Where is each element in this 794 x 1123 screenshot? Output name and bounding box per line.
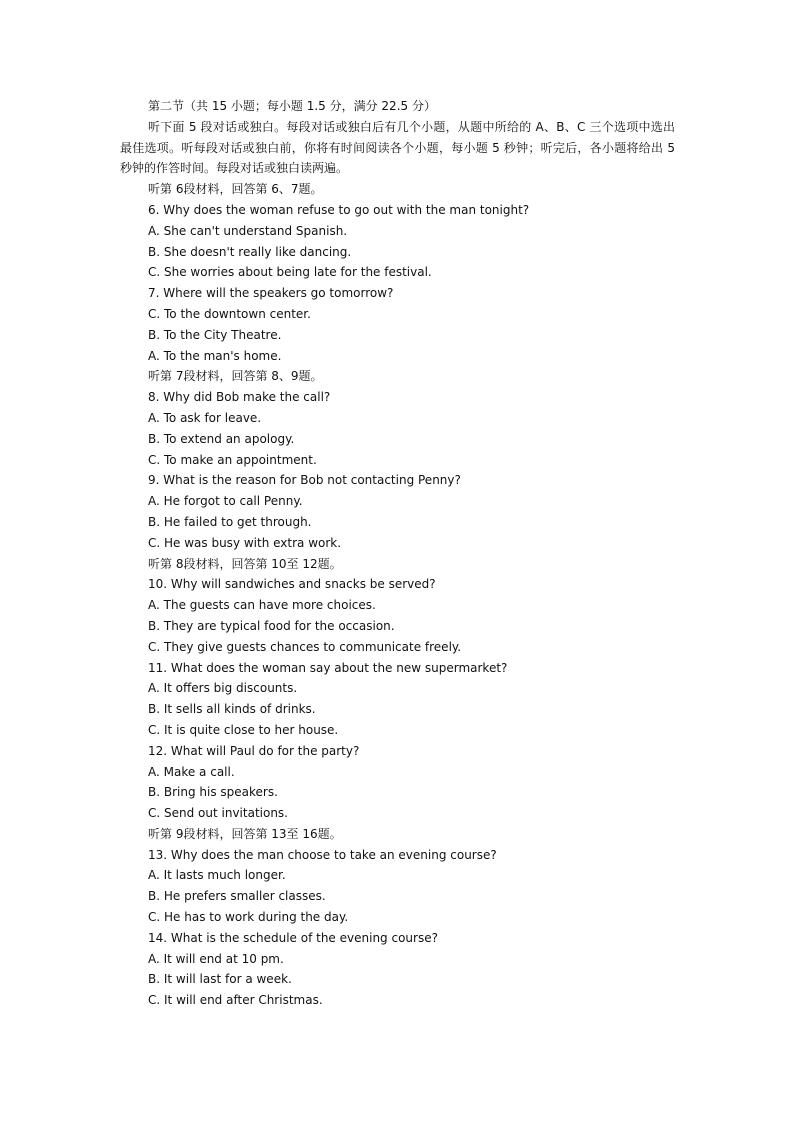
answer-option: B. To extend an apology. — [148, 431, 295, 446]
answer-option: A. To the man's home. — [148, 348, 282, 363]
answer-option: B. Bring his speakers. — [148, 785, 278, 800]
material-header: 听第 6段材料，回答第 6、7题。 — [148, 182, 323, 197]
answer-option: C. He has to work during the day. — [148, 910, 349, 925]
answer-option: B. They are typical food for the occasion. — [148, 618, 395, 633]
answer-option: C. It will end after Christmas. — [148, 993, 323, 1008]
section-instructions: 听下面 5 段对话或独白。每段对话或独白后有几个小题，从题中所给的 A、B、C 三个选项中选出最佳选项。听每段对话或独白前，你将有时间阅读各个小题，每小题 5 秒钟；听完后，各小题将给出 5 秒钟的作答时间。每段对话或独白读两遍。 — [120, 119, 675, 176]
answer-option: A. To ask for leave. — [148, 410, 262, 425]
answer-option: B. He prefers smaller classes. — [148, 889, 326, 904]
answer-option: A. She can't understand Spanish. — [148, 223, 348, 238]
answer-option: B. She doesn't really like dancing. — [148, 244, 352, 259]
answer-option: B. To the City Theatre. — [148, 327, 282, 342]
question-stem: 13. Why does the man choose to take an evening course? — [148, 847, 497, 862]
question-stem: 12. What will Paul do for the party? — [148, 743, 360, 758]
answer-option: C. To the downtown center. — [148, 306, 311, 321]
answer-option: A. It lasts much longer. — [148, 868, 286, 883]
answer-option: C. It is quite close to her house. — [148, 722, 339, 737]
question-stem: 11. What does the woman say about the new supermarket? — [148, 660, 508, 675]
answer-option: C. She worries about being late for the festival. — [148, 265, 432, 280]
listening-section — [120, 96, 675, 1011]
answer-option: C. He was busy with extra work. — [148, 535, 342, 550]
answer-option: A. It will end at 10 pm. — [148, 951, 284, 966]
answer-option: C. To make an appointment. — [148, 452, 317, 467]
section-title: 第二节（共 15 小题；每小题 1.5 分，满分 22.5 分） — [148, 99, 436, 113]
answer-option: B. It sells all kinds of drinks. — [148, 702, 316, 717]
answer-option: A. Make a call. — [148, 764, 235, 779]
question-stem: 7. Where will the speakers go tomorrow? — [148, 286, 394, 301]
answer-option: C. They give guests chances to communicate freely. — [148, 639, 462, 654]
material-header: 听第 7段材料，回答第 8、9题。 — [148, 369, 323, 384]
material-header: 听第 8段材料，回答第 10至 12题。 — [148, 556, 342, 571]
answer-option: C. Send out invitations. — [148, 806, 288, 821]
answer-option: B. He failed to get through. — [148, 514, 312, 529]
material-header: 听第 9段材料，回答第 13至 16题。 — [148, 826, 342, 841]
question-stem: 6. Why does the woman refuse to go out with the man tonight? — [148, 202, 530, 217]
question-stem: 8. Why did Bob make the call? — [148, 390, 331, 405]
answer-option: B. It will last for a week. — [148, 972, 292, 987]
answer-option: A. He forgot to call Penny. — [148, 494, 303, 509]
question-stem: 10. Why will sandwiches and snacks be served? — [148, 577, 436, 592]
question-stem: 14. What is the schedule of the evening course? — [148, 930, 438, 945]
answer-option: A. It offers big discounts. — [148, 681, 298, 696]
question-stem: 9. What is the reason for Bob not contacting Penny? — [148, 473, 461, 488]
answer-option: A. The guests can have more choices. — [148, 598, 376, 613]
